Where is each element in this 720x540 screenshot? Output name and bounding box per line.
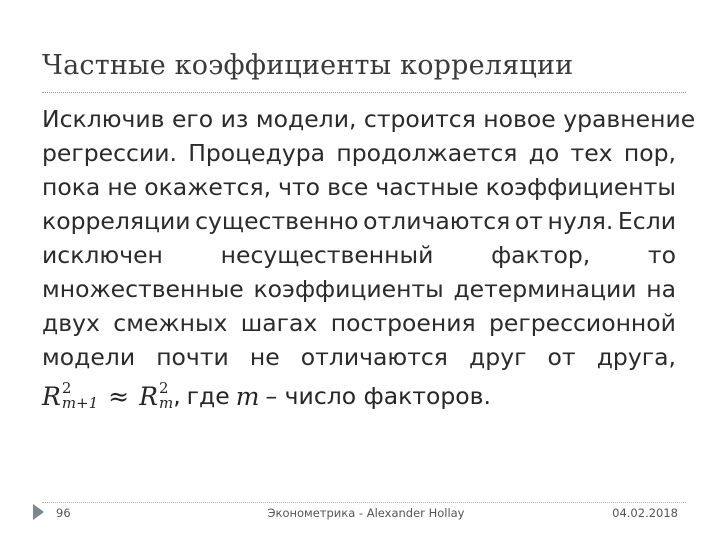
page-number: 96 (56, 506, 71, 520)
paragraph-line (42, 340, 676, 374)
word: регрессии. (42, 139, 177, 167)
paragraph-line (42, 204, 676, 238)
title-divider (42, 92, 686, 93)
word: от (547, 343, 576, 371)
word: коэффициенты (253, 275, 444, 303)
word: от (514, 207, 543, 235)
word: Процедура (188, 139, 326, 167)
formula-where: где (186, 382, 230, 410)
paragraph-line (42, 238, 676, 272)
formula-left-sup: 2 (61, 379, 72, 397)
slide-title: Частные коэффициенты корреляции (42, 50, 574, 81)
footer-divider (42, 502, 686, 503)
word: друг (469, 343, 527, 371)
word: все (327, 173, 369, 201)
word: смежных (113, 309, 228, 337)
slide-body (42, 102, 696, 416)
footer-date: 04.02.2018 (612, 506, 678, 520)
formula-m-var: m (235, 381, 260, 411)
word: почти (156, 343, 229, 371)
word: существенно (195, 207, 359, 235)
word: отличаются (300, 343, 448, 371)
word: тех (570, 139, 613, 167)
formula-right-sup: 2 (158, 379, 169, 397)
word: коэффициенты (485, 173, 676, 201)
word: Если (617, 207, 676, 235)
formula-right-term (139, 381, 173, 411)
approx-symbol: ≈ (108, 381, 130, 411)
formula-left-var: R (42, 381, 61, 411)
word: фактор, (491, 241, 591, 269)
word: пока (42, 173, 101, 201)
word: то (647, 241, 676, 269)
formula-right-sub: m (158, 394, 174, 412)
word: исключен (42, 241, 163, 269)
word: корреляции (42, 207, 191, 235)
word: отличаются (363, 207, 511, 235)
formula-left-scripts (62, 381, 98, 411)
formula-right-var: R (139, 381, 158, 411)
word: продолжается (336, 139, 518, 167)
formula-tail: – число факторов. (265, 382, 491, 410)
formula-left-sub: m+1 (61, 394, 99, 412)
paragraph-line (42, 170, 676, 204)
word: окажется, (144, 173, 272, 201)
word: на (646, 275, 676, 303)
paragraph-line (42, 102, 696, 136)
paragraph-line (42, 306, 676, 340)
word: Исключив его из модели, строится новое уравнение (42, 105, 696, 133)
word: детерминации (453, 275, 637, 303)
formula-right-scripts (159, 381, 173, 411)
word: что (278, 173, 321, 201)
paragraph-line (42, 272, 676, 306)
word: двух (42, 309, 100, 337)
formula-line (42, 376, 676, 416)
word: частные (375, 173, 479, 201)
word: модели (42, 343, 136, 371)
word: друга, (596, 343, 676, 371)
formula-left-term (42, 381, 98, 411)
paragraph-line (42, 136, 676, 170)
word: пор, (623, 139, 676, 167)
formula-comma: , (173, 382, 181, 410)
word: не (107, 173, 138, 201)
word: не (249, 343, 280, 371)
word: шагах (240, 309, 318, 337)
word: нуля. (547, 207, 614, 235)
word: несущественный (220, 241, 434, 269)
word: построения (330, 309, 476, 337)
paragraph (42, 102, 696, 374)
word: множественные (42, 275, 244, 303)
word: регрессионной (488, 309, 676, 337)
word: до (528, 139, 560, 167)
footer-author: Эконометрика - Alexander Hollay (267, 506, 465, 520)
